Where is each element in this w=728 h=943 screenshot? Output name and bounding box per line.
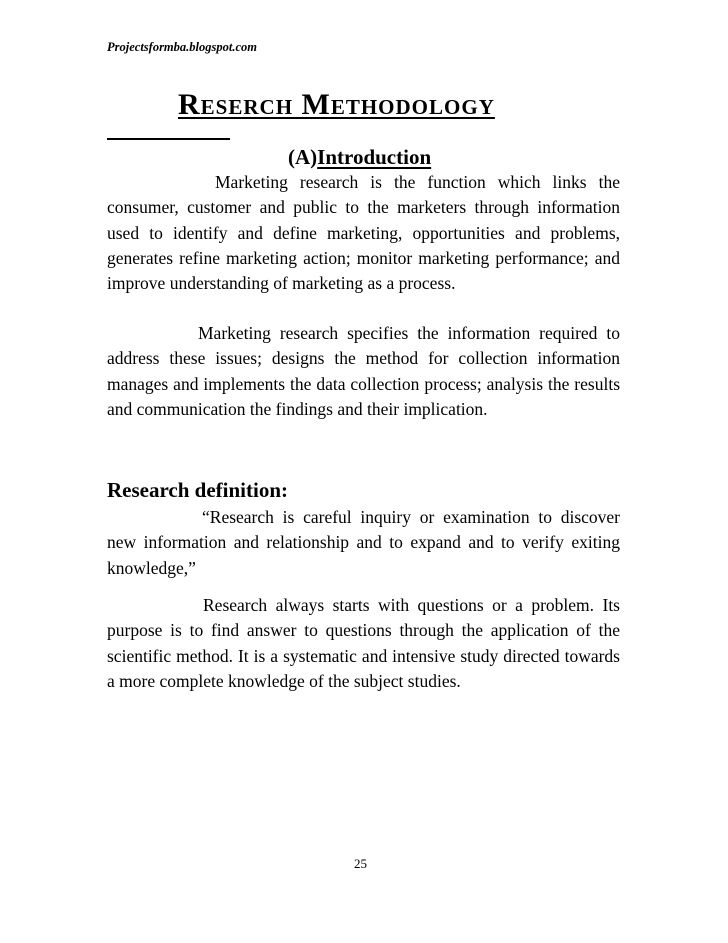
definition-heading: Research definition: [107,478,289,502]
page-header-site: Projectsformba.blogspot.com [107,40,257,54]
definition-paragraph-2: Research always starts with questions or a problem. Its purpose is to find answer to questions through the application of the scientific method. It is a systematic and intensive study directed towards a more complete knowledge of the subject studies. [107,595,620,691]
page-number: 25 [354,856,367,871]
intro-paragraph-2: Marketing research specifies the information required to address these issues; designs the method for collection information manages and implements the data collection process; analysis the results and communication the findings and their implication. [107,323,620,419]
intro-paragraph-1: Marketing research is the function which links the consumer, customer and public to the marketers through information used to identify and define marketing, opportunities and problems, generates refine marketing action; monitor marketing performance; and improve understanding of marketing as a process. [107,172,620,294]
definition-paragraph-1: “Research is careful inquiry or examination to discover new information and relationship and to expand and to verify exiting knowledge,” [107,507,620,578]
chapter-title: Reserch Methodology [178,88,495,121]
section-heading-text: Introduction [317,145,432,169]
section-heading-introduction [288,145,431,170]
section-heading-prefix: (A) [288,145,318,169]
title-rule [107,138,230,140]
